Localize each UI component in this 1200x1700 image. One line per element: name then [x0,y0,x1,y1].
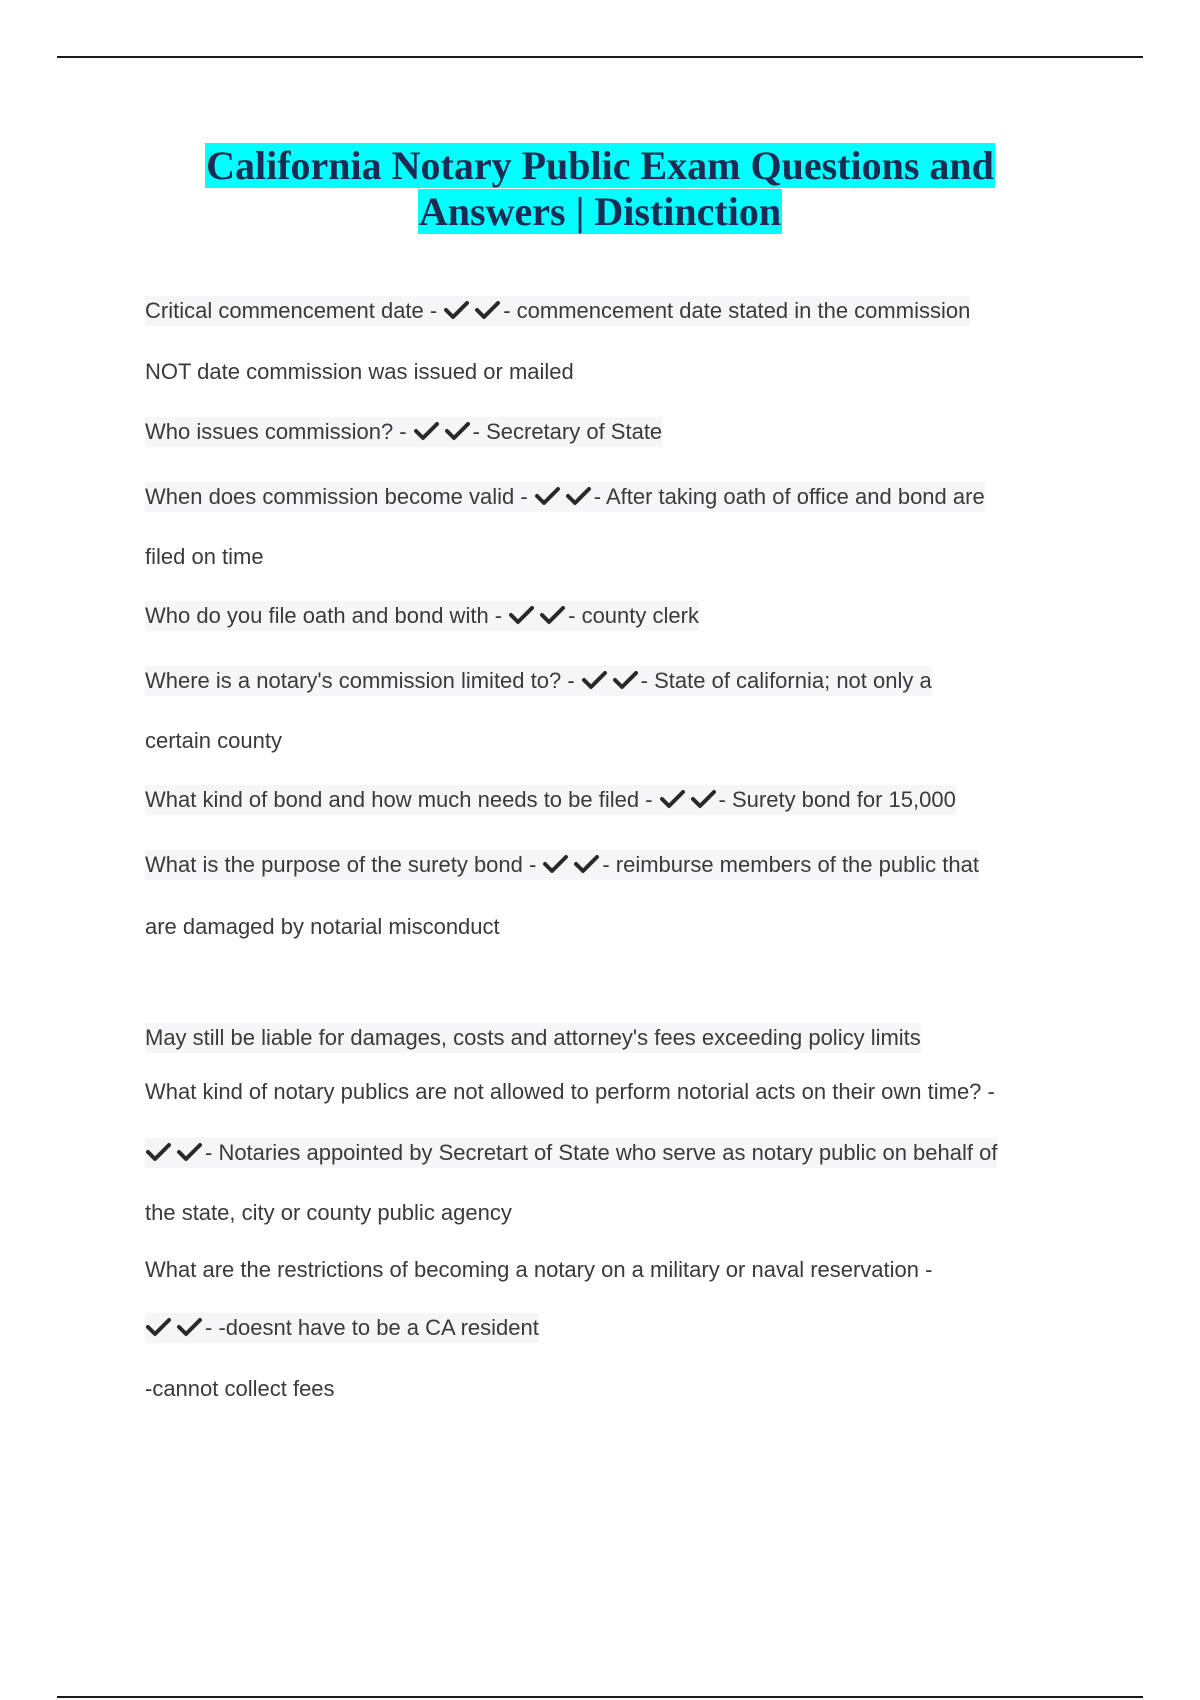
answer-text: - Surety bond for 15,000 [718,787,956,812]
answer-text: are damaged by notarial misconduct [145,914,500,939]
question-text: Who issues commission? - [145,419,407,444]
question-text: What are the restrictions of becoming a notary on a military or naval reservation - [145,1257,933,1282]
qa-line [145,1138,997,1168]
question-text: What is the purpose of the surety bond - [145,852,537,877]
double-check-icon [508,603,566,627]
qa-line [145,296,970,326]
double-check-icon [581,668,639,692]
qa-line [145,850,979,880]
qa-line [145,542,264,572]
answer-text: filed on time [145,544,264,569]
answer-text: May still be liable for damages, costs and attorney's fees exceeding policy limits [145,1025,921,1050]
question-text: What kind of notary publics are not allowed to perform notorial acts on their own time? - [145,1079,995,1104]
answer-text: - Secretary of State [472,419,663,444]
double-check-icon [145,1315,203,1339]
qa-line [145,666,932,696]
document-title [0,143,1200,235]
qa-line [145,1374,335,1404]
qa-line [145,785,956,815]
qa-line [145,482,985,512]
answer-text: - -doesnt have to be a CA resident [205,1315,539,1340]
question-text: What kind of bond and how much needs to be filed - [145,787,653,812]
qa-line [145,1077,995,1107]
answer-text: - After taking oath of office and bond are [593,484,985,509]
qa-line [145,357,574,387]
answer-text: - State of california; not only a [640,668,932,693]
title-line-1: California Notary Public Exam Questions and [206,143,994,188]
answer-text: -cannot collect fees [145,1376,335,1401]
answer-text: the state, city or county public agency [145,1200,512,1225]
double-check-icon [659,787,717,811]
qa-line [145,1023,921,1053]
question-text: Critical commencement date - [145,298,438,323]
question-text: When does commission become valid - [145,484,528,509]
answer-text: - county clerk [568,603,699,628]
qa-line [145,726,282,756]
double-check-icon [542,852,600,876]
answer-text: - reimburse members of the public that [602,852,979,877]
qa-line [145,1198,512,1228]
title-line-2: Answers | Distinction [418,189,782,234]
answer-text: NOT date commission was issued or mailed [145,359,574,384]
top-rule [57,56,1143,58]
answer-text: - commencement date stated in the commission [503,298,971,323]
double-check-icon [413,419,471,443]
qa-line [145,417,662,447]
double-check-icon [145,1140,203,1164]
qa-line [145,1313,539,1343]
question-text: Who do you file oath and bond with - [145,603,503,628]
double-check-icon [443,298,501,322]
qa-line [145,601,699,631]
bottom-rule [57,1696,1143,1698]
answer-text: - Notaries appointed by Secretart of State who serve as notary public on behalf of [205,1140,998,1165]
double-check-icon [534,484,592,508]
qa-line [145,912,500,942]
qa-line [145,1255,932,1285]
question-text: Where is a notary's commission limited to? - [145,668,575,693]
answer-text: certain county [145,728,282,753]
